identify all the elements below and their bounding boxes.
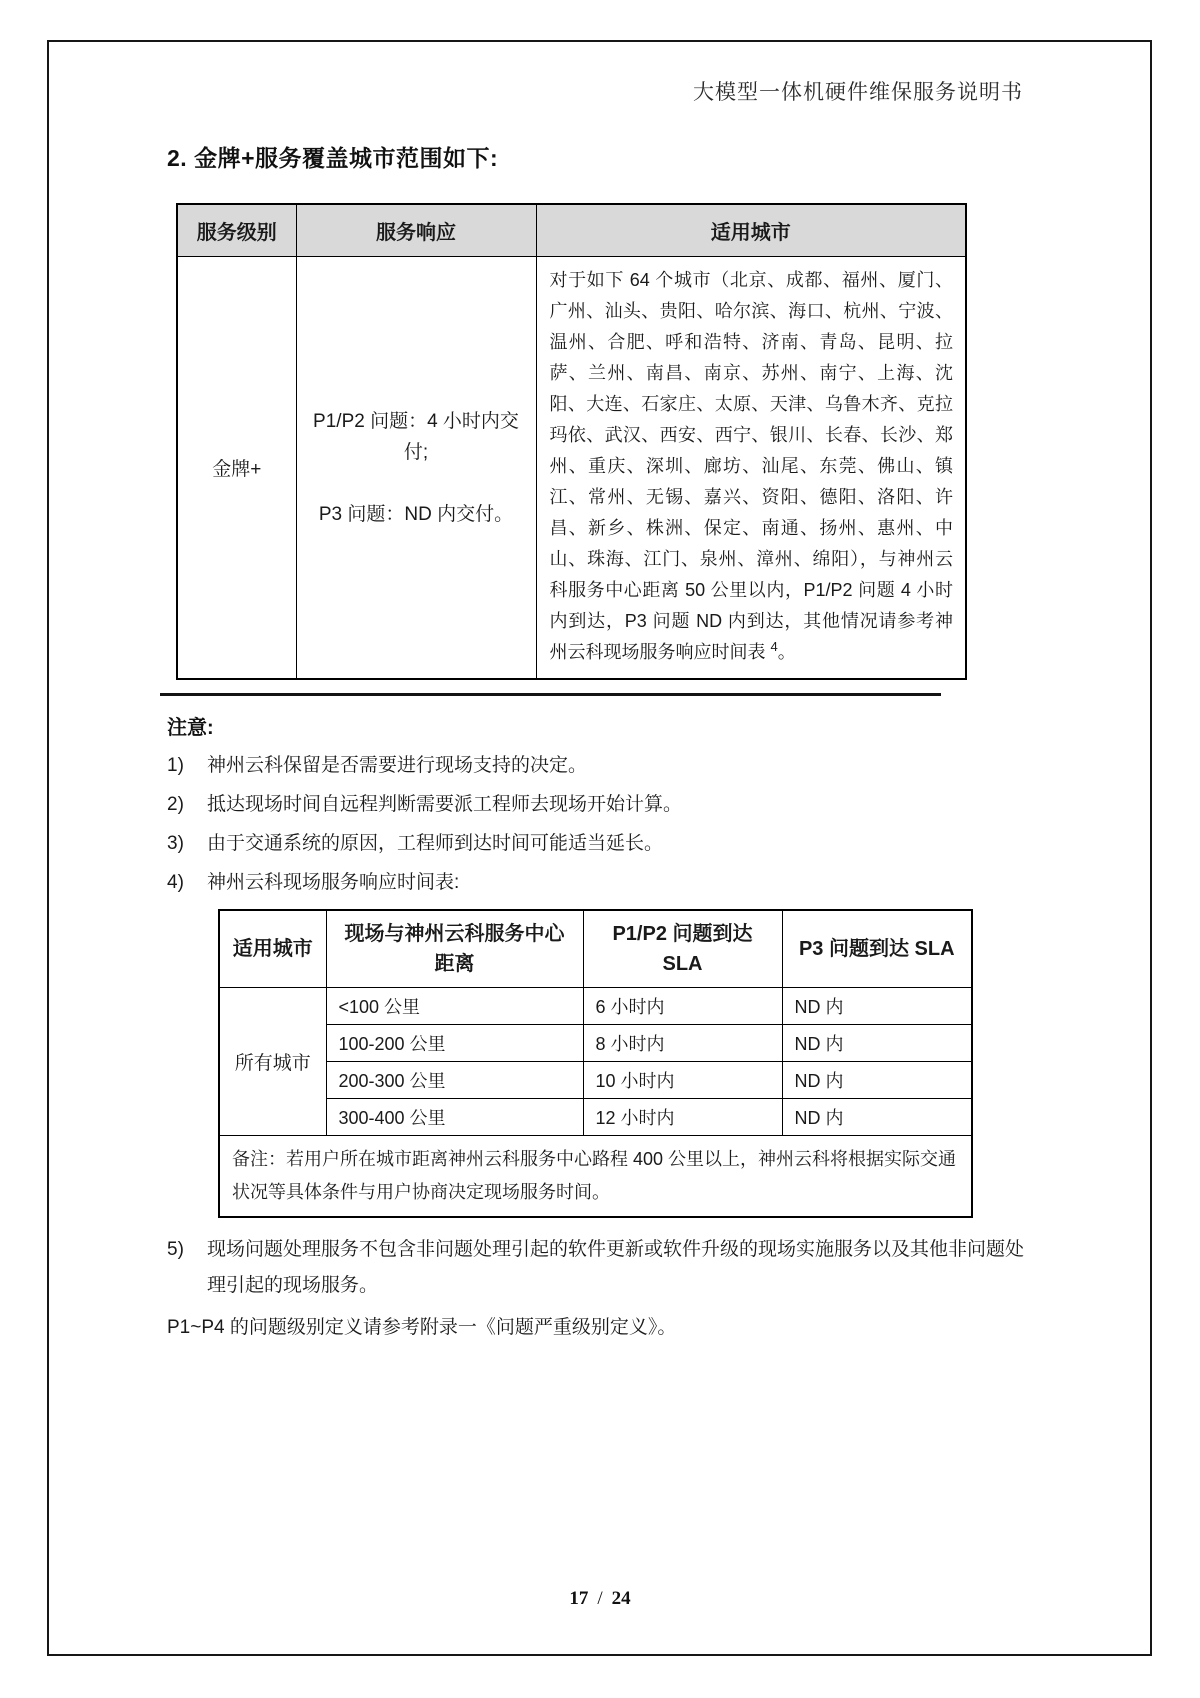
notes-label: 注意: bbox=[167, 717, 214, 739]
note-text: 由于交通系统的原因，工程师到达时间可能适当延长。 bbox=[207, 833, 664, 854]
distance-cell: <100 公里 bbox=[326, 988, 583, 1025]
cities-suffix: 。 bbox=[777, 642, 796, 662]
note-text: 神州云科保留是否需要进行现场支持的决定。 bbox=[207, 755, 588, 776]
page-number-total: 24 bbox=[611, 1588, 631, 1609]
col-header-distance: 现场与神州云科服务中心距离 bbox=[326, 910, 583, 988]
city-scope-cell: 所有城市 bbox=[219, 988, 326, 1136]
table-row bbox=[219, 1025, 972, 1062]
page-number-separator: / bbox=[597, 1588, 603, 1609]
col-header-p3-sla: P3 问题到达 SLA bbox=[782, 910, 972, 988]
page-footer bbox=[0, 1588, 1200, 1610]
response-p3: P3 问题：ND 内交付。 bbox=[318, 503, 514, 525]
p1p2-sla-cell: 6 小时内 bbox=[583, 988, 782, 1025]
col-header-applicable-cities: 适用城市 bbox=[536, 204, 966, 257]
cities-text: 对于如下 64 个城市（北京、成都、福州、厦门、广州、汕头、贵阳、哈尔滨、海口、杭州、宁波、温州、合肥、呼和浩特、济南、青岛、昆明、拉萨、兰州、南昌、南京、苏州、南宁、上海、沈阳、大连、石家庄、太原、天津、乌鲁木齐、克拉玛依、武汉、西安、西宁、银川、长春、长沙、郑州、重庆、深圳、廊坊、汕尾、东莞、佛山、镇江、常州、无锡、嘉兴、资阳、德阳、洛阳、许昌、新乡、株洲、保定、南通、扬州、惠州、中山、珠海、江门、泉州、漳州、绵阳），与神州云科服务中心距离 50 公里以内，P1/P2 问题 4 小时内到达，P3 问题 ND 内到达，其他情况请参考神州云科现场服务响应时间表 bbox=[549, 270, 953, 662]
note-item-5 bbox=[167, 1232, 1037, 1304]
note-item-2 bbox=[167, 792, 1037, 818]
table-header-row bbox=[177, 204, 966, 257]
document-header bbox=[167, 76, 1037, 106]
page-number-current: 17 bbox=[569, 1588, 589, 1609]
response-time-table bbox=[218, 909, 973, 1218]
document-title: 大模型一体机硬件维保服务说明书 bbox=[693, 80, 1023, 104]
note-number: 4) bbox=[167, 872, 184, 893]
note-number: 3) bbox=[167, 833, 184, 854]
section-heading: 2. 金牌+服务覆盖城市范围如下: bbox=[167, 145, 499, 171]
response-p1p2: P1/P2 问题：4 小时内交付; bbox=[313, 410, 519, 463]
distance-cell: 100-200 公里 bbox=[326, 1025, 583, 1062]
p3-sla-cell: ND 内 bbox=[782, 1099, 972, 1136]
table-row bbox=[177, 257, 966, 680]
p1p2-sla-cell: 12 小时内 bbox=[583, 1099, 782, 1136]
service-response-cell bbox=[296, 257, 536, 680]
note-item-4 bbox=[167, 870, 1037, 896]
table-header-row bbox=[219, 910, 972, 988]
closing-paragraph: P1~P4 的问题级别定义请参考附录一《问题严重级别定义》。 bbox=[167, 1317, 677, 1338]
note-text: 现场问题处理服务不包含非问题处理引起的软件更新或软件升级的现场实施服务以及其他非问题处理引起的现场服务。 bbox=[207, 1239, 1025, 1296]
p3-sla-cell: ND 内 bbox=[782, 988, 972, 1025]
service-level-cell: 金牌+ bbox=[177, 257, 296, 680]
note-item-3 bbox=[167, 831, 1037, 857]
note-number: 2) bbox=[167, 794, 184, 815]
distance-cell: 200-300 公里 bbox=[326, 1062, 583, 1099]
remark-cell: 备注：若用户所在城市距离神州云科服务中心路程 400 公里以上，神州云科将根据实际交通状况等具体条件与用户协商决定现场服务时间。 bbox=[219, 1136, 972, 1218]
table-row bbox=[219, 988, 972, 1025]
applicable-cities-cell bbox=[536, 257, 966, 680]
note-text: 抵达现场时间自远程判断需要派工程师去现场开始计算。 bbox=[207, 794, 683, 815]
col-header-service-response: 服务响应 bbox=[296, 204, 536, 257]
table-row bbox=[219, 1062, 972, 1099]
col-header-service-level: 服务级别 bbox=[177, 204, 296, 257]
p3-sla-cell: ND 内 bbox=[782, 1062, 972, 1099]
footnote-ref-4: 4 bbox=[770, 639, 778, 654]
p1p2-sla-cell: 10 小时内 bbox=[583, 1062, 782, 1099]
gold-plus-service-table bbox=[176, 203, 967, 680]
distance-cell: 300-400 公里 bbox=[326, 1099, 583, 1136]
note-number: 1) bbox=[167, 755, 184, 776]
note-item-1 bbox=[167, 753, 1037, 779]
col-header-p1p2-sla: P1/P2 问题到达 SLA bbox=[583, 910, 782, 988]
document-content bbox=[167, 76, 1037, 1339]
notes-section bbox=[167, 711, 1037, 1339]
p3-sla-cell: ND 内 bbox=[782, 1025, 972, 1062]
col-header-applicable-city: 适用城市 bbox=[219, 910, 326, 988]
note-number: 5) bbox=[167, 1239, 184, 1260]
section-divider bbox=[160, 693, 941, 696]
note-text: 神州云科现场服务响应时间表: bbox=[207, 872, 460, 893]
p1p2-sla-cell: 8 小时内 bbox=[583, 1025, 782, 1062]
table-row bbox=[219, 1136, 972, 1218]
table-row bbox=[219, 1099, 972, 1136]
